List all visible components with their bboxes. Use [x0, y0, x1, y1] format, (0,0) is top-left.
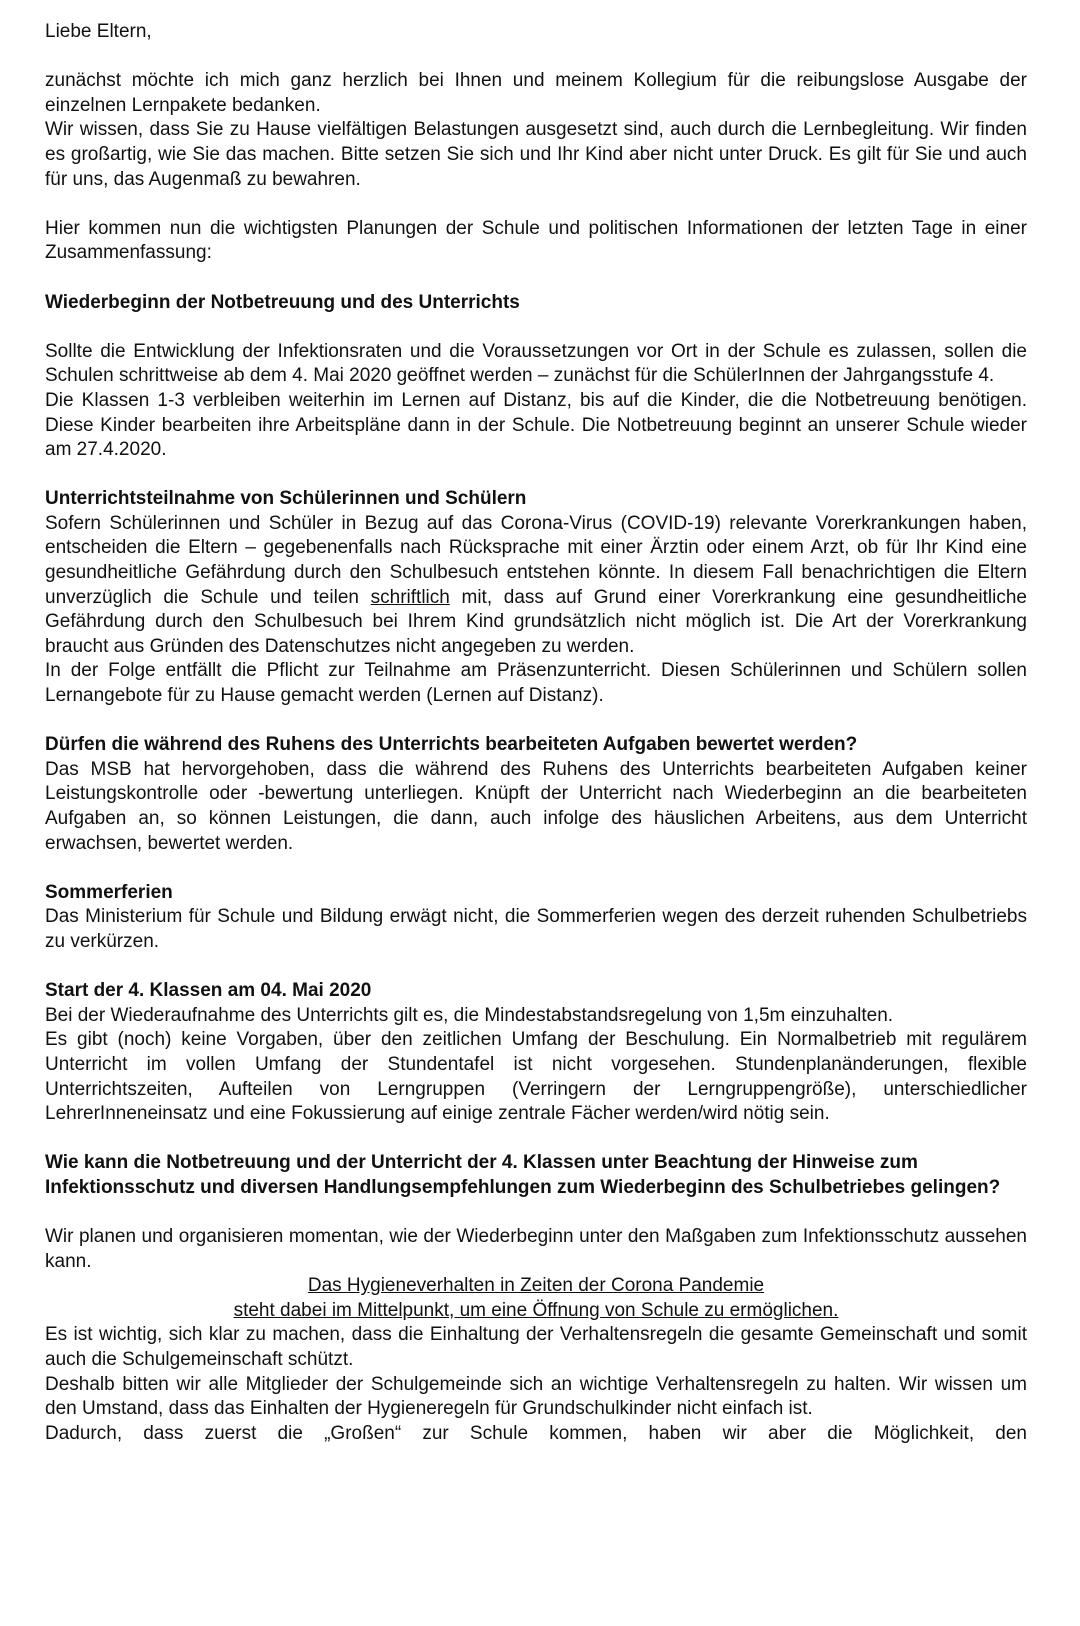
- section-heading-unterrichtsteilnahme: Unterrichtsteilnahme von Schülerinnen und Schülern: [45, 488, 527, 510]
- section-infektionsschutz-paragraph-1: Wir planen und organisieren momentan, wie der Wiederbeginn unter den Maßgaben zum Infektionsschutz aussehen kann.: [45, 1226, 1027, 1272]
- spacer: [45, 955, 1027, 980]
- section-unterrichtsteilnahme-paragraph-2: In der Folge entfällt die Pflicht zur Teilnahme am Präsenzunterricht. Diesen Schülerinnen und Schülern sollen Lernangebote für zu Hause gemacht werden (Lernen auf Distanz).: [45, 660, 1027, 707]
- text-segment: mit, dass auf Grund einer Vorerkrankung eine gesundheitliche Gefährdung durch den Schulbesuch bei Ihrem Kind grundsätzlich nicht möglich ist. Die Art der Vorerkrankung braucht aus Gründen des Datenschutzes nicht angegeben zu werden.: [45, 586, 1027, 657]
- underlined-word: schriftlich: [370, 586, 450, 608]
- spacer: [45, 315, 1027, 340]
- section-heading-notbetreuung: Wiederbeginn der Notbetreuung und des Unterrichts: [45, 291, 520, 313]
- spacer: [45, 709, 1027, 734]
- spacer: [45, 1201, 1027, 1226]
- intro-paragraph-1: zunächst möchte ich mich ganz herzlich bei Ihnen und meinem Kollegium für die reibungslose Ausgabe der einzelnen Lernpakete bedanken.: [45, 70, 1027, 116]
- section-start-paragraph-1: Bei der Wiederaufnahme des Unterrichts gilt es, die Mindestabstandsregelung von 1,5m einzuhalten.: [45, 1004, 894, 1026]
- section-heading-start-4-klassen: Start der 4. Klassen am 04. Mai 2020: [45, 980, 372, 1002]
- centered-underlined-line-1: Das Hygieneverhalten in Zeiten der Corona Pandemie: [307, 1275, 765, 1297]
- spacer: [45, 192, 1027, 217]
- section-infektionsschutz-paragraph-3: Deshalb bitten wir alle Mitglieder der Schulgemeinde sich an wichtige Verhaltensregeln zu halten. Wir wissen um den Umstand, dass das Einhalten der Hygieneregeln für Grundschulkinder nicht einfach ist.: [45, 1373, 1027, 1420]
- spacer: [45, 266, 1027, 291]
- section-notbetreuung-paragraph-1: Sollte die Entwicklung der Infektionsraten und die Voraussetzungen vor Ort in der Schule es zulassen, sollen die Schulen schrittweise ab dem 4. Mai 2020 geöffnet werden – zunächst für die SchülerInnen der Jahrgangsstufe 4.: [45, 340, 1027, 387]
- greeting: Liebe Eltern,: [45, 21, 152, 42]
- section-notbetreuung-paragraph-2: Die Klassen 1-3 verbleiben weiterhin im Lernen auf Distanz, bis auf die Kinder, die die Notbetreuung benötigen. Diese Kinder bearbeiten ihre Arbeitspläne dann in der Schule. Die Notbetreuung beginnt an unserer Schule wieder am 27.4.2020.: [45, 389, 1027, 461]
- section-infektionsschutz-paragraph-2: Es ist wichtig, sich klar zu machen, dass die Einhaltung der Verhaltensregeln die gesamte Gemeinschaft und somit auch die Schulgemeinschaft schützt.: [45, 1324, 1027, 1371]
- section-heading-sommerferien: Sommerferien: [45, 881, 173, 903]
- section-sommerferien-paragraph-1: Das Ministerium für Schule und Bildung erwägt nicht, die Sommerferien wegen des derzeit ruhenden Schulbetriebs zu verkürzen.: [45, 906, 1027, 952]
- intro-paragraph-2: Wir wissen, dass Sie zu Hause vielfältigen Belastungen ausgesetzt sind, auch durch die Lernbegleitung. Wir finden es großartig, wie Sie das machen. Bitte setzen Sie sich und Ihr Kind aber nicht unter Druck. Es gilt für Sie und auch für uns, das Augenmaß zu bewahren.: [45, 119, 1027, 190]
- section-unterrichtsteilnahme-paragraph-1: [45, 512, 1027, 660]
- spacer: [45, 856, 1027, 881]
- text-segment: Sofern Schülerinnen und Schüler in Bezug auf das Corona-Virus (COVID-19) relevante Vorerkrankungen haben, entscheiden die Eltern – gegebenenfalls nach Rücksprache mit einer Ärztin oder einem Arzt, ob für Ihr Kind eine gesundheitliche Gefährdung durch den Schulbesuch entstehen könnte. In diesem Fall benachrichtigen die Eltern unverzüglich die Schule und teilen: [45, 512, 1027, 608]
- spacer: [45, 463, 1027, 488]
- section-infektionsschutz-paragraph-4: Dadurch, dass zuerst die „Großen“ zur Schule kommen, haben wir aber die Möglichkeit, den: [45, 1422, 1027, 1444]
- centered-underlined-line-2: steht dabei im Mittelpunkt, um eine Öffnung von Schule zu ermöglichen.: [233, 1299, 839, 1321]
- section-heading-bewertung: Dürfen die während des Ruhens des Unterrichts bearbeiteten Aufgaben bewertet werden?: [45, 734, 858, 756]
- intro-paragraph-3: Hier kommen nun die wichtigsten Planungen der Schule und politischen Informationen der letzten Tage in einer Zusammenfassung:: [45, 217, 1027, 264]
- spacer: [45, 45, 1027, 70]
- spacer: [45, 1127, 1027, 1152]
- section-start-paragraph-2: Es gibt (noch) keine Vorgaben, über den zeitlichen Umfang der Beschulung. Ein Normalbetrieb mit regulärem Unterricht im vollen Umfang der Stundentafel ist nicht vorgesehen. Stundenplanänderungen, flexible Unterrichtszeiten, Aufteilen von Lerngruppen (Verringern der Lerngruppengröße), unterschiedlicher LehrerInneneinsatz und eine Fokussierung auf einige zentrale Fächer werden/wird nötig sein.: [45, 1029, 1027, 1125]
- section-heading-infektionsschutz: Wie kann die Notbetreuung und der Unterricht der 4. Klassen unter Beachtung der Hinweise zum Infektionsschutz und diversen Handlungsempfehlungen zum Wiederbeginn des Schulbetriebes gelingen?: [45, 1152, 1001, 1198]
- section-bewertung-paragraph-1: Das MSB hat hervorgehoben, dass die während des Ruhens des Unterrichts bearbeiteten Aufgaben keiner Leistungskontrolle oder -bewertung unterliegen. Knüpft der Unterricht nach Wiederbeginn an die bearbeiteten Aufgaben an, so können Leistungen, die dann, auch infolge des häuslichen Arbeitens, aus dem Unterricht erwachsen, bewertet werden.: [45, 758, 1027, 854]
